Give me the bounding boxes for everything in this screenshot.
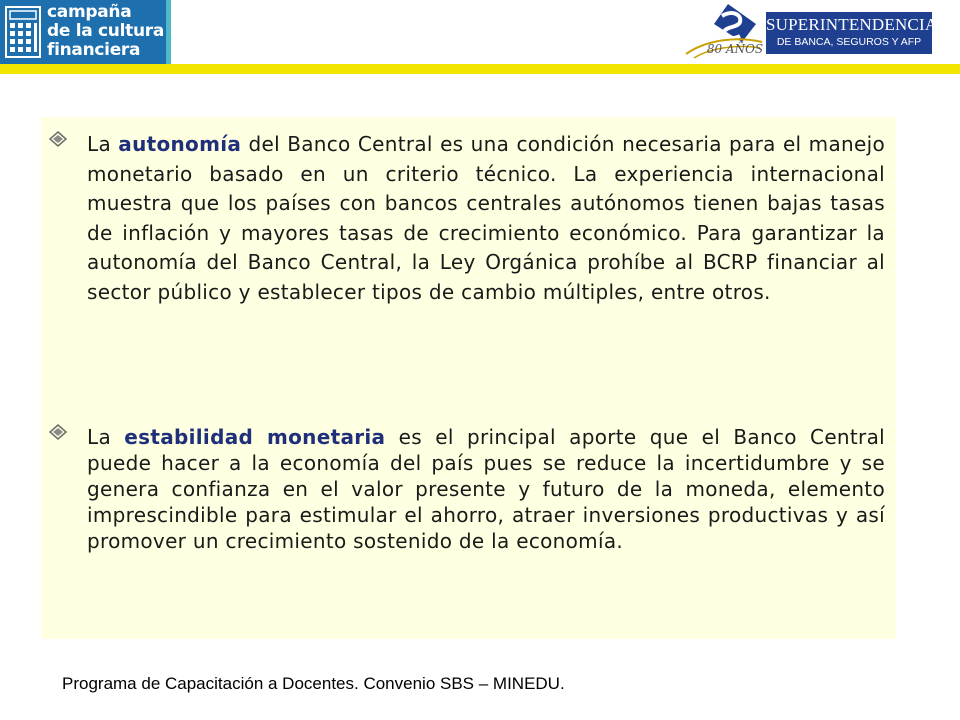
anniversary-label: 80 AÑOS bbox=[706, 42, 764, 56]
paragraph-2-body: es el principal aporte que el Banco Central puede hacer a la economía del país pues se reduce la incertidumbre y se genera confianza en el valor presente y futuro de la moneda, elemento imprescindible para estimular el ahorro, atraer inversiones productivas y así promover un crecimiento sostenido de la economía. bbox=[87, 425, 885, 553]
campaign-line-3: financiera bbox=[47, 40, 141, 60]
campaign-logo bbox=[0, 0, 166, 64]
paragraph-2-lead: La bbox=[87, 425, 125, 449]
paragraph-2-highlight: estabilidad monetaria bbox=[124, 425, 386, 449]
sbs-logo bbox=[766, 12, 938, 54]
header-stripe bbox=[0, 64, 960, 74]
paragraph-1-highlight: autonomía bbox=[118, 132, 242, 156]
campaign-line-1: campaña bbox=[47, 2, 132, 22]
paragraph-estabilidad bbox=[87, 424, 885, 554]
footer-caption: Programa de Capacitación a Docentes. Convenio SBS – MINEDU. bbox=[62, 674, 565, 693]
header bbox=[0, 0, 960, 66]
sbs-title: SUPERINTENDENCIA bbox=[766, 15, 938, 34]
sbs-subtitle: DE BANCA, SEGUROS Y AFP bbox=[776, 36, 922, 48]
paragraph-1-body: del Banco Central es una condición necesaria para el manejo monetario basado en un criterio técnico. La experiencia internacional muestra que los países con bancos centrales autónomos tienen bajas tasas de inflación y mayores tasas de crecimiento económico. Para garantizar la autonomía del Banco Central, la Ley Orgánica prohíbe al BCRP financiar al sector público y establecer tipos de cambio múltiples, entre otros. bbox=[87, 132, 885, 304]
campaign-line-2: de la cultura bbox=[47, 21, 165, 41]
calculator-icon bbox=[5, 6, 41, 58]
header-divider bbox=[166, 0, 171, 66]
paragraph-autonomia bbox=[87, 130, 885, 307]
diamond-bullet-icon bbox=[49, 131, 67, 147]
diamond-bullet-icon bbox=[49, 424, 67, 440]
paragraph-1-lead: La bbox=[87, 132, 119, 156]
campaign-title bbox=[47, 3, 165, 60]
content-panel bbox=[41, 117, 896, 639]
